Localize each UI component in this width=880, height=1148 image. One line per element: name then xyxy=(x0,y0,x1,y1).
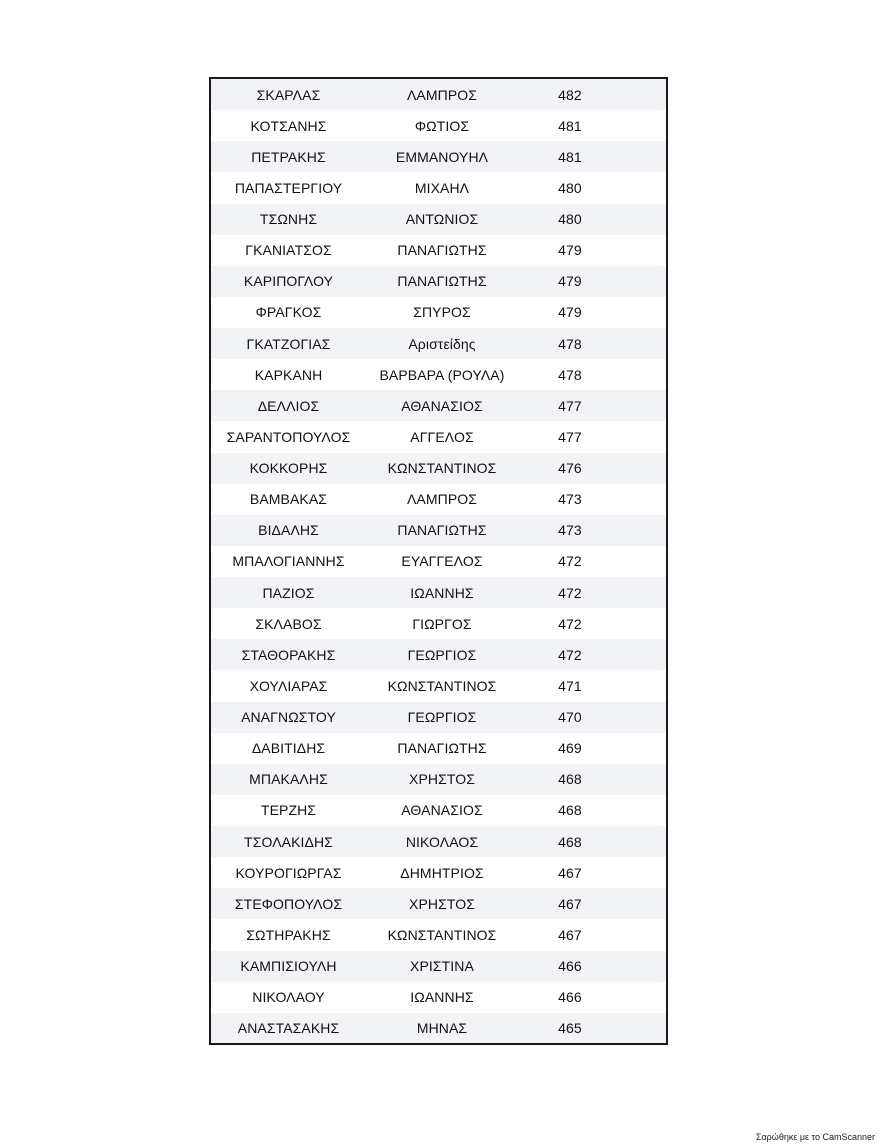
table-row xyxy=(211,266,666,297)
table-row xyxy=(211,857,666,888)
score-cell: 468 xyxy=(558,833,582,850)
score-cell: 465 xyxy=(558,1020,582,1037)
table-row xyxy=(211,795,666,826)
score-cell: 479 xyxy=(558,304,582,321)
surname-cell: ΒΙΔΑΛΗΣ xyxy=(258,522,319,539)
firstname-cell: ΣΠΥΡΟΣ xyxy=(413,304,471,321)
surname-cell: ΓΚΑΝΙΑΤΣΟΣ xyxy=(245,242,332,259)
firstname-cell: ΝΙΚΟΛΑΟΣ xyxy=(405,833,479,850)
table-row xyxy=(211,639,666,670)
table-row xyxy=(211,951,666,982)
firstname-cell: Αριστείδης xyxy=(408,335,476,352)
surname-cell: ΚΟΥΡΟΓΙΩΡΓΑΣ xyxy=(235,864,342,881)
table-row xyxy=(211,919,666,950)
score-cell: 476 xyxy=(558,460,582,477)
surname-cell: ΚΑΜΠΙΣΙΟΥΛΗ xyxy=(240,958,337,975)
firstname-cell: ΚΩΝΣΤΑΝΤΙΝΟΣ xyxy=(387,677,497,694)
table-row xyxy=(211,328,666,359)
surname-cell: ΒΑΜΒΑΚΑΣ xyxy=(249,491,328,508)
surname-cell: ΠΑΖΙΟΣ xyxy=(262,584,315,601)
firstname-cell: ΚΩΝΣΤΑΝΤΙΝΟΣ xyxy=(387,926,497,943)
firstname-cell: ΠΑΝΑΓΙΩΤΗΣ xyxy=(397,273,487,290)
score-cell: 479 xyxy=(558,273,582,290)
table-row xyxy=(211,515,666,546)
surname-cell: ΣΤΑΘΟΡΑΚΗΣ xyxy=(241,646,336,663)
surname-cell: ΤΣΩΝΗΣ xyxy=(259,211,318,228)
surname-cell: ΝΙΚΟΛΑΟΥ xyxy=(252,989,325,1006)
table-row xyxy=(211,110,666,141)
table-row xyxy=(211,764,666,795)
firstname-cell: ΠΑΝΑΓΙΩΤΗΣ xyxy=(397,740,487,757)
table-row xyxy=(211,453,666,484)
results-table xyxy=(209,77,668,1045)
surname-cell: ΣΩΤΗΡΑΚΗΣ xyxy=(246,926,331,943)
score-cell: 469 xyxy=(558,740,582,757)
score-cell: 466 xyxy=(558,989,582,1006)
table-row xyxy=(211,577,666,608)
firstname-cell: ΓΙΩΡΓΟΣ xyxy=(412,615,472,632)
score-cell: 480 xyxy=(558,179,582,196)
surname-cell: ΣΚΑΡΛΑΣ xyxy=(256,86,321,103)
table-row xyxy=(211,1013,666,1044)
surname-cell: ΓΚΑΤΖΟΓΙΑΣ xyxy=(246,335,331,352)
surname-cell: ΜΠΑΚΑΛΗΣ xyxy=(249,771,328,788)
table-row xyxy=(211,141,666,172)
firstname-cell: ΓΕΩΡΓΙΟΣ xyxy=(407,709,477,726)
score-cell: 472 xyxy=(558,584,582,601)
firstname-cell: ΠΑΝΑΓΙΩΤΗΣ xyxy=(397,242,487,259)
firstname-cell: ΙΩΑΝΝΗΣ xyxy=(410,989,474,1006)
surname-cell: ΠΕΤΡΑΚΗΣ xyxy=(251,148,326,165)
firstname-cell: ΓΕΩΡΓΙΟΣ xyxy=(407,646,477,663)
table-row xyxy=(211,390,666,421)
score-cell: 477 xyxy=(558,397,582,414)
score-cell: 478 xyxy=(558,366,582,383)
surname-cell: ΚΟΤΣΑΝΗΣ xyxy=(250,117,327,134)
firstname-cell: ΛΑΜΠΡΟΣ xyxy=(406,86,478,103)
surname-cell: ΚΑΡΙΠΟΓΛΟΥ xyxy=(243,273,334,290)
firstname-cell: ΦΩΤΙΟΣ xyxy=(414,117,470,134)
table-row xyxy=(211,608,666,639)
score-cell: 473 xyxy=(558,522,582,539)
surname-cell: ΧΟΥΛΙΑΡΑΣ xyxy=(249,677,328,694)
firstname-cell: ΧΡΗΣΤΟΣ xyxy=(409,895,475,912)
score-cell: 473 xyxy=(558,491,582,508)
table-row xyxy=(211,235,666,266)
score-cell: 477 xyxy=(558,428,582,445)
table-row xyxy=(211,172,666,203)
table-row xyxy=(211,297,666,328)
firstname-cell: ΑΘΑΝΑΣΙΟΣ xyxy=(401,397,483,414)
firstname-cell: ΧΡΗΣΤΟΣ xyxy=(409,771,475,788)
firstname-cell: ΜΙΧΑΗΛ xyxy=(414,179,470,196)
score-cell: 482 xyxy=(558,86,582,103)
table-row xyxy=(211,79,666,110)
firstname-cell: ΕΜΜΑΝΟΥΗΛ xyxy=(395,148,489,165)
firstname-cell: ΠΑΝΑΓΙΩΤΗΣ xyxy=(397,522,487,539)
table-row xyxy=(211,421,666,452)
surname-cell: ΔΑΒΙΤΙΔΗΣ xyxy=(251,740,326,757)
table-row xyxy=(211,733,666,764)
table-row xyxy=(211,888,666,919)
surname-cell: ΑΝΑΓΝΩΣΤΟΥ xyxy=(241,709,336,726)
surname-cell: ΜΠΑΛΟΓΙΑΝΝΗΣ xyxy=(232,553,345,570)
table-row xyxy=(211,204,666,235)
score-cell: 481 xyxy=(558,117,582,134)
score-cell: 467 xyxy=(558,864,582,881)
surname-cell: ΣΑΡΑΝΤΟΠΟΥΛΟΣ xyxy=(226,428,351,445)
surname-cell: ΑΝΑΣΤΑΣΑΚΗΣ xyxy=(237,1020,340,1037)
surname-cell: ΤΣΟΛΑΚΙΔΗΣ xyxy=(244,833,333,850)
score-cell: 467 xyxy=(558,895,582,912)
firstname-cell: ΚΩΝΣΤΑΝΤΙΝΟΣ xyxy=(387,460,497,477)
score-cell: 466 xyxy=(558,958,582,975)
table-row xyxy=(211,670,666,701)
firstname-cell: ΔΗΜΗΤΡΙΟΣ xyxy=(400,864,484,881)
firstname-cell: ΧΡΙΣΤΙΝΑ xyxy=(410,958,474,975)
score-cell: 480 xyxy=(558,211,582,228)
table-row xyxy=(211,546,666,577)
score-cell: 470 xyxy=(558,709,582,726)
firstname-cell: ΑΘΑΝΑΣΙΟΣ xyxy=(401,802,483,819)
score-cell: 472 xyxy=(558,553,582,570)
score-cell: 468 xyxy=(558,802,582,819)
surname-cell: ΦΡΑΓΚΟΣ xyxy=(255,304,322,321)
table-row xyxy=(211,982,666,1013)
firstname-cell: ΕΥΑΓΓΕΛΟΣ xyxy=(401,553,483,570)
firstname-cell: ΜΗΝΑΣ xyxy=(416,1020,468,1037)
score-cell: 478 xyxy=(558,335,582,352)
score-cell: 468 xyxy=(558,771,582,788)
score-cell: 472 xyxy=(558,615,582,632)
firstname-cell: ΛΑΜΠΡΟΣ xyxy=(406,491,478,508)
scanner-watermark: Σαρώθηκε με το CamScanner xyxy=(755,1132,875,1142)
score-cell: 467 xyxy=(558,926,582,943)
surname-cell: ΣΚΛΑΒΟΣ xyxy=(255,615,322,632)
score-cell: 472 xyxy=(558,646,582,663)
firstname-cell: ΙΩΑΝΝΗΣ xyxy=(410,584,474,601)
score-cell: 481 xyxy=(558,148,582,165)
table-row xyxy=(211,484,666,515)
surname-cell: ΠΑΠΑΣΤΕΡΓΙΟΥ xyxy=(234,179,343,196)
surname-cell: ΣΤΕΦΟΠΟΥΛΟΣ xyxy=(234,895,343,912)
table-row xyxy=(211,359,666,390)
surname-cell: ΚΑΡΚΑΝΗ xyxy=(254,366,323,383)
table-row xyxy=(211,826,666,857)
score-cell: 479 xyxy=(558,242,582,259)
firstname-cell: ΑΓΓΕΛΟΣ xyxy=(410,428,474,445)
firstname-cell: ΒΑΡΒΑΡΑ (ΡΟΥΛΑ) xyxy=(379,366,505,383)
surname-cell: ΚΟΚΚΟΡΗΣ xyxy=(249,460,328,477)
surname-cell: ΤΕΡΖΗΣ xyxy=(260,802,317,819)
score-cell: 471 xyxy=(558,677,582,694)
firstname-cell: ΑΝΤΩΝΙΟΣ xyxy=(405,211,479,228)
surname-cell: ΔΕΛΛΙΟΣ xyxy=(257,397,320,414)
table-row xyxy=(211,702,666,733)
